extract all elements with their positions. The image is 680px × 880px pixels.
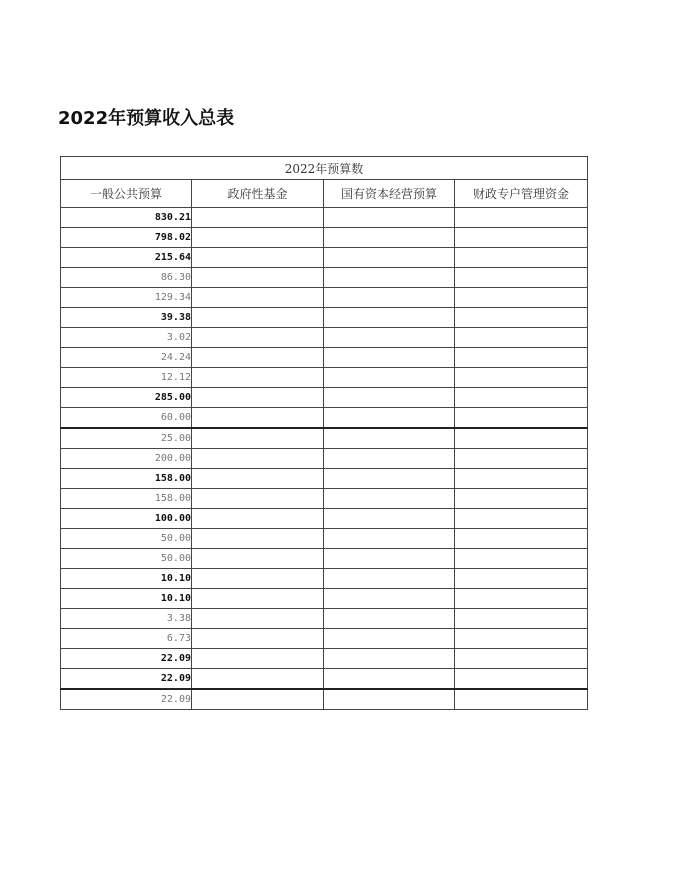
government-fund-cell xyxy=(192,649,324,669)
state-capital-cell xyxy=(324,388,455,408)
state-capital-cell xyxy=(324,408,455,429)
government-fund-cell xyxy=(192,529,324,549)
state-capital-cell xyxy=(324,629,455,649)
government-fund-cell xyxy=(192,428,324,449)
state-capital-cell xyxy=(324,288,455,308)
state-capital-cell xyxy=(324,529,455,549)
special-account-cell xyxy=(455,348,588,368)
general-budget-cell: 22.09 xyxy=(61,649,192,669)
general-budget-cell: 22.09 xyxy=(61,669,192,690)
budget-revenue-table xyxy=(60,156,588,710)
general-budget-cell: 12.12 xyxy=(61,368,192,388)
general-budget-cell: 830.21 xyxy=(61,208,192,228)
table-row xyxy=(61,509,588,529)
special-account-cell xyxy=(455,649,588,669)
government-fund-cell xyxy=(192,368,324,388)
state-capital-cell xyxy=(324,348,455,368)
general-budget-cell: 285.00 xyxy=(61,388,192,408)
government-fund-cell xyxy=(192,388,324,408)
state-capital-cell xyxy=(324,228,455,248)
special-account-cell xyxy=(455,428,588,449)
state-capital-cell xyxy=(324,469,455,489)
government-fund-cell xyxy=(192,549,324,569)
general-budget-cell: 215.64 xyxy=(61,248,192,268)
government-fund-cell xyxy=(192,469,324,489)
general-budget-cell: 200.00 xyxy=(61,449,192,469)
page-title: 2022年预算收入总表 xyxy=(58,108,235,129)
state-capital-cell xyxy=(324,509,455,529)
general-budget-cell: 100.00 xyxy=(61,509,192,529)
table-row xyxy=(61,388,588,408)
special-account-cell xyxy=(455,549,588,569)
government-fund-cell xyxy=(192,328,324,348)
special-account-cell xyxy=(455,629,588,649)
state-capital-cell xyxy=(324,449,455,469)
government-fund-cell xyxy=(192,689,324,710)
general-budget-cell: 22.09 xyxy=(61,689,192,710)
state-capital-cell xyxy=(324,268,455,288)
general-budget-cell: 6.73 xyxy=(61,629,192,649)
special-account-cell xyxy=(455,589,588,609)
table-row xyxy=(61,489,588,509)
table-row xyxy=(61,609,588,629)
table-row xyxy=(61,469,588,489)
column-header-general-budget: 一般公共预算 xyxy=(61,180,192,208)
general-budget-cell: 158.00 xyxy=(61,469,192,489)
government-fund-cell xyxy=(192,308,324,328)
special-account-cell xyxy=(455,368,588,388)
general-budget-cell: 798.02 xyxy=(61,228,192,248)
table-row xyxy=(61,589,588,609)
state-capital-cell xyxy=(324,669,455,690)
column-header-state-capital: 国有资本经营预算 xyxy=(324,180,455,208)
general-budget-cell: 158.00 xyxy=(61,489,192,509)
general-budget-cell: 39.38 xyxy=(61,308,192,328)
government-fund-cell xyxy=(192,348,324,368)
state-capital-cell xyxy=(324,589,455,609)
special-account-cell xyxy=(455,228,588,248)
government-fund-cell xyxy=(192,268,324,288)
general-budget-cell: 60.00 xyxy=(61,408,192,429)
state-capital-cell xyxy=(324,308,455,328)
special-account-cell xyxy=(455,669,588,690)
table-row xyxy=(61,348,588,368)
table-row xyxy=(61,669,588,690)
state-capital-cell xyxy=(324,549,455,569)
special-account-cell xyxy=(455,248,588,268)
government-fund-cell xyxy=(192,408,324,429)
column-header-special-account: 财政专户管理资金 xyxy=(455,180,588,208)
general-budget-cell: 10.10 xyxy=(61,589,192,609)
table-row xyxy=(61,449,588,469)
state-capital-cell xyxy=(324,649,455,669)
column-header-government-fund: 政府性基金 xyxy=(192,180,324,208)
special-account-cell xyxy=(455,328,588,348)
special-account-cell xyxy=(455,408,588,429)
group-header: 2022年预算数 xyxy=(61,157,588,180)
special-account-cell xyxy=(455,569,588,589)
government-fund-cell xyxy=(192,609,324,629)
state-capital-cell xyxy=(324,609,455,629)
special-account-cell xyxy=(455,449,588,469)
general-budget-cell: 3.38 xyxy=(61,609,192,629)
government-fund-cell xyxy=(192,669,324,690)
general-budget-cell: 129.34 xyxy=(61,288,192,308)
special-account-cell xyxy=(455,208,588,228)
general-budget-cell: 24.24 xyxy=(61,348,192,368)
government-fund-cell xyxy=(192,509,324,529)
special-account-cell xyxy=(455,529,588,549)
government-fund-cell xyxy=(192,449,324,469)
table-row xyxy=(61,268,588,288)
table-body xyxy=(61,208,588,710)
government-fund-cell xyxy=(192,569,324,589)
government-fund-cell xyxy=(192,489,324,509)
table-row xyxy=(61,569,588,589)
special-account-cell xyxy=(455,689,588,710)
state-capital-cell xyxy=(324,489,455,509)
state-capital-cell xyxy=(324,208,455,228)
state-capital-cell xyxy=(324,248,455,268)
special-account-cell xyxy=(455,469,588,489)
general-budget-cell: 50.00 xyxy=(61,529,192,549)
general-budget-cell: 86.30 xyxy=(61,268,192,288)
special-account-cell xyxy=(455,308,588,328)
general-budget-cell: 25.00 xyxy=(61,428,192,449)
table-row xyxy=(61,328,588,348)
table-row xyxy=(61,649,588,669)
government-fund-cell xyxy=(192,228,324,248)
state-capital-cell xyxy=(324,569,455,589)
table-row xyxy=(61,529,588,549)
government-fund-cell xyxy=(192,288,324,308)
general-budget-cell: 3.02 xyxy=(61,328,192,348)
special-account-cell xyxy=(455,388,588,408)
table-row xyxy=(61,629,588,649)
government-fund-cell xyxy=(192,589,324,609)
special-account-cell xyxy=(455,489,588,509)
table-row xyxy=(61,428,588,449)
table-row xyxy=(61,208,588,228)
government-fund-cell xyxy=(192,248,324,268)
special-account-cell xyxy=(455,509,588,529)
special-account-cell xyxy=(455,609,588,629)
table-row xyxy=(61,408,588,429)
state-capital-cell xyxy=(324,368,455,388)
table-row xyxy=(61,689,588,710)
general-budget-cell: 50.00 xyxy=(61,549,192,569)
state-capital-cell xyxy=(324,689,455,710)
special-account-cell xyxy=(455,268,588,288)
table-row xyxy=(61,228,588,248)
table-row xyxy=(61,368,588,388)
table-row xyxy=(61,248,588,268)
general-budget-cell: 10.10 xyxy=(61,569,192,589)
table-row xyxy=(61,308,588,328)
table-row xyxy=(61,549,588,569)
special-account-cell xyxy=(455,288,588,308)
state-capital-cell xyxy=(324,428,455,449)
government-fund-cell xyxy=(192,208,324,228)
government-fund-cell xyxy=(192,629,324,649)
table-row xyxy=(61,288,588,308)
state-capital-cell xyxy=(324,328,455,348)
